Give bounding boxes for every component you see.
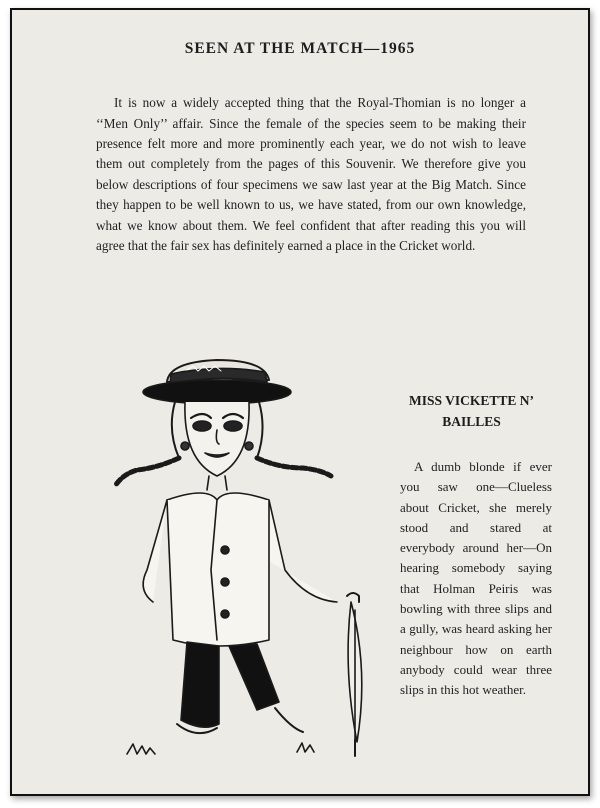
page-frame bbox=[10, 8, 590, 796]
article-title: SEEN AT THE MATCH—1965 bbox=[184, 40, 416, 57]
intro-paragraph: It is now a widely accepted thing that the Royal-Thomian is no longer a ‘‘Men Only’’ affair. Since the female of the species seem to be making their presence felt more and more prominently each year, we do not wish to leave them out completely from the pages of this Souvenir. We therefore give you below descriptions of four specimens we saw last year at the Big Match. Since they happen to be well known to us, we have stated, from our own knowledge, what we know about them. We feel confident that after reading this you will agree that the fair sex has definitely earned a place in the Cricket world. bbox=[96, 95, 526, 254]
profile-name: MISS VICKETTE N’ BAILLES bbox=[408, 393, 535, 429]
boater-hat bbox=[143, 360, 291, 404]
profile-description: A dumb blonde if ever you saw one—Clueless about Cricket, she merely stood and stared at everybody around her—On hearing somebody saying that Holman Peiris was bowling with three slips and a gully, was heard asking her neighbour how on earth anybody could wear three slips in this hot weather. bbox=[400, 459, 552, 698]
woman-cartoon-illustration bbox=[107, 340, 382, 775]
